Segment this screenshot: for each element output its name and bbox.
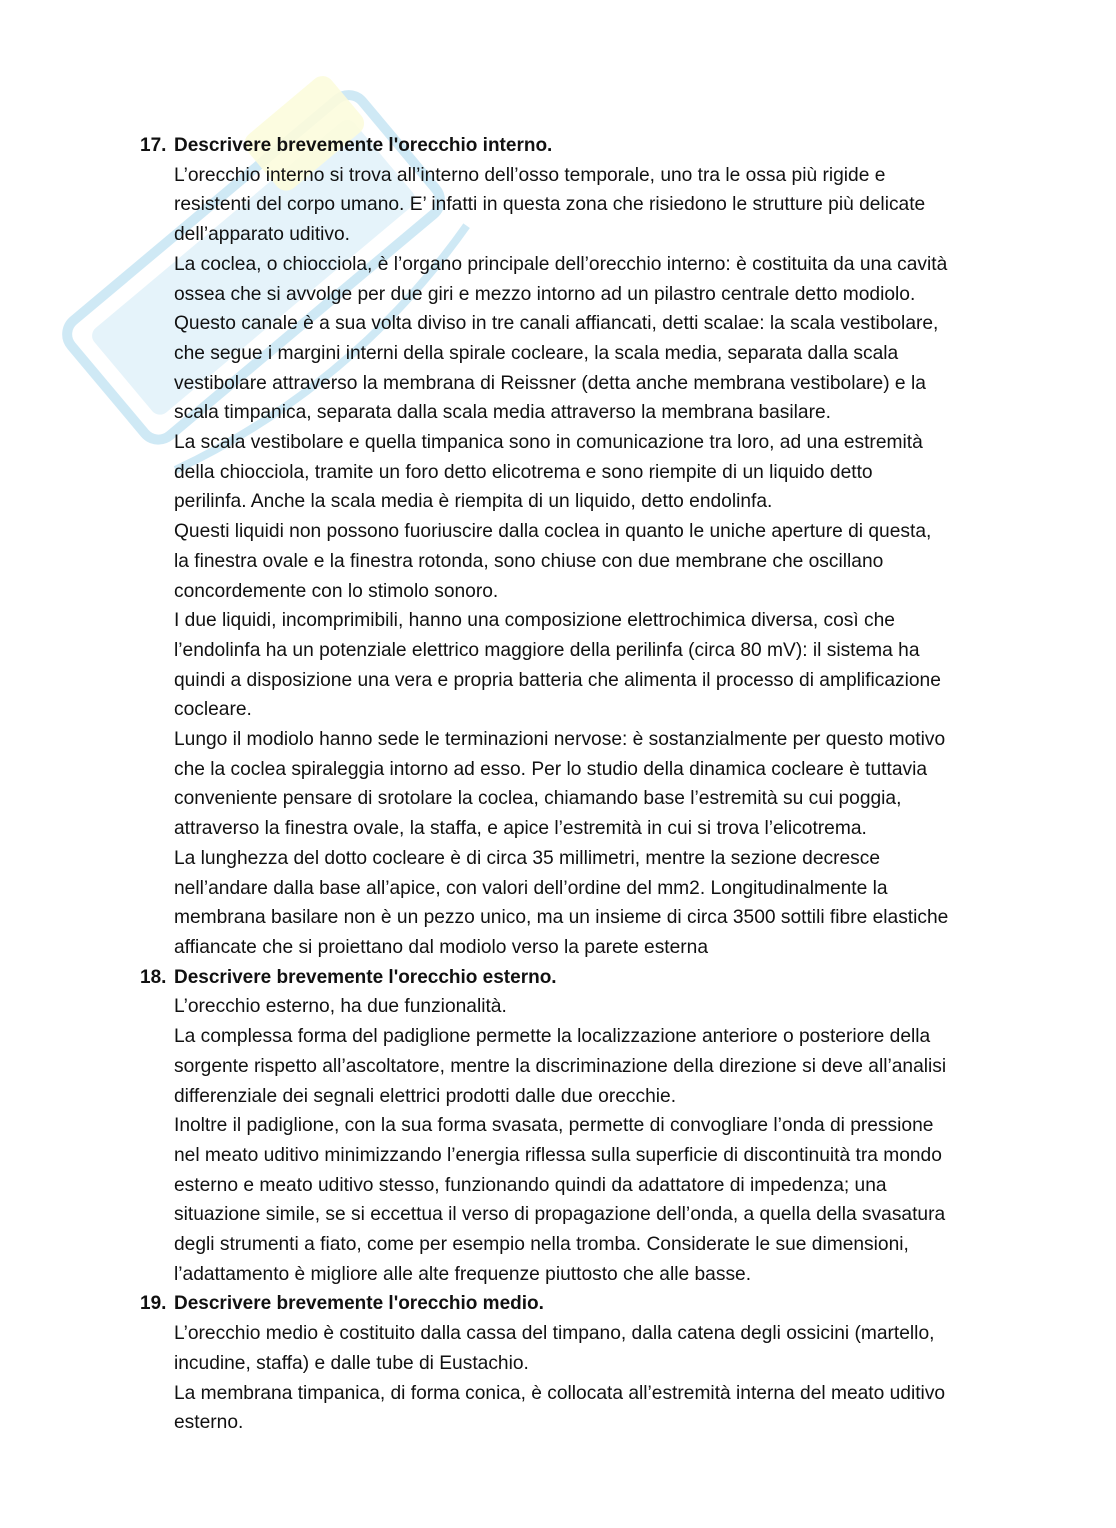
text-line: La lunghezza del dotto cocleare è di circa 35 millimetri, mentre la sezione decresce [174, 847, 881, 869]
question-section [140, 131, 1040, 963]
text-line: La complessa forma del padiglione permette la localizzazione anteriore o posteriore della [174, 1026, 931, 1048]
text-line: che la coclea spiraleggia intorno ad esso. Per lo studio della dinamica cocleare è tuttavia [174, 758, 928, 780]
text-line: nel meato uditivo minimizzando l’energia riflessa sulla superficie di discontinuità tra mondo [174, 1144, 942, 1166]
text-line: Inoltre il padiglione, con la sua forma svasata, permette di convogliare l’onda di pressione [174, 1115, 934, 1137]
answer-text [140, 161, 1040, 963]
question-section [140, 963, 1040, 1290]
text-line: La membrana timpanica, di forma conica, è collocata all’estremità interna del meato uditivo [174, 1382, 946, 1404]
text-line: vestibolare attraverso la membrana di Reissner (detta anche membrana vestibolare) e la [174, 372, 926, 394]
answer-text [140, 1319, 1040, 1438]
text-line: attraverso la finestra ovale, la staffa, e apice l’estremità in cui si trova l’elicotrema. [174, 818, 867, 840]
text-line: la finestra ovale e la finestra rotonda, sono chiuse con due membrane che oscillano [174, 550, 884, 572]
text-line: cocleare. [174, 699, 252, 721]
text-line: affiancate che si proiettano dal modiolo verso la parete esterna [174, 936, 709, 958]
text-line: quindi a disposizione una vera e propria batteria che alimenta il processo di amplificazione [174, 669, 941, 691]
text-line: l’adattamento è migliore alle alte frequenze piuttosto che alle basse. [174, 1263, 752, 1285]
question-title: Descrivere brevemente l'orecchio medio. [174, 1293, 544, 1315]
text-line: L’orecchio medio è costituito dalla cassa del timpano, dalla catena degli ossicini (martello, [174, 1323, 935, 1345]
text-line: nell’andare dalla base all’apice, con valori dell’ordine del mm2. Longitudinalmente la [174, 877, 888, 899]
text-line: che segue i margini interni della spirale cocleare, la scala media, separata dalla scala [174, 342, 899, 364]
text-line: esterno e meato uditivo stesso, funzionando quindi da adattatore di impedenza; una [174, 1174, 887, 1196]
text-line: Questi liquidi non possono fuoriuscire dalla coclea in quanto le uniche aperture di questa, [174, 521, 932, 543]
text-line: della chiocciola, tramite un foro detto elicotrema e sono riempite di un liquido detto [174, 461, 873, 483]
text-line: La coclea, o chiocciola, è l’organo principale dell’orecchio interno: è costituita da una cavità [174, 253, 948, 275]
text-line: La scala vestibolare e quella timpanica sono in comunicazione tra loro, ad una estremità [174, 432, 923, 454]
question-title: Descrivere brevemente l'orecchio interno. [174, 135, 553, 156]
question-number: 17. [140, 135, 167, 156]
text-line: incudine, staffa) e dalle tube di Eustachio. [174, 1352, 529, 1374]
text-line: Questo canale è a sua volta diviso in tre canali affiancati, detti scalae: la scala vestibolare, [174, 313, 939, 335]
answer-text [140, 992, 1040, 1289]
text-line: I due liquidi, incomprimibili, hanno una composizione elettrochimica diversa, così che [174, 610, 895, 632]
text-line: dell’apparato uditivo. [174, 224, 351, 246]
question-title: Descrivere brevemente l'orecchio esterno. [174, 966, 557, 988]
text-line: perilinfa. Anche la scala media è riempita di un liquido, detto endolinfa. [174, 491, 773, 513]
document-body [140, 131, 1040, 1438]
text-line: concordemente con lo stimolo sonoro. [174, 580, 499, 602]
text-line: degli strumenti a fiato, come per esempio nella tromba. Considerate le sue dimensioni, [174, 1234, 909, 1256]
text-line: ossea che si avvolge per due giri e mezzo intorno ad un pilastro centrale detto modiolo. [174, 283, 916, 305]
text-line: l’endolinfa ha un potenziale elettrico maggiore della perilinfa (circa 80 mV): il sistema ha [174, 639, 920, 661]
text-line: resistenti del corpo umano. E’ infatti in questa zona che risiedono le strutture più delicate [174, 194, 926, 216]
text-line: sorgente rispetto all’ascoltatore, mentre la discriminazione della direzione si deve all’analisi [174, 1055, 947, 1077]
question-number: 19. [140, 1293, 167, 1315]
text-line: L’orecchio esterno, ha due funzionalità. [174, 996, 507, 1018]
text-line: esterno. [174, 1412, 244, 1434]
text-line: conveniente pensare di srotolare la coclea, chiamando base l’estremità su cui poggia, [174, 788, 902, 810]
text-line: situazione simile, se si eccettua il verso di propagazione dell’onda, a quella della svasatura [174, 1204, 946, 1226]
question-heading [140, 1289, 1040, 1319]
question-section [140, 1289, 1040, 1438]
text-line: differenziale dei segnali elettrici prodotti dalle due orecchie. [174, 1085, 677, 1107]
question-heading [140, 131, 1040, 161]
question-number: 18. [140, 966, 167, 988]
text-line: L’orecchio interno si trova all’interno dell’osso temporale, uno tra le ossa più rigide e [174, 164, 886, 186]
text-line: Lungo il modiolo hanno sede le terminazioni nervose: è sostanzialmente per questo motivo [174, 729, 946, 751]
text-line: scala timpanica, separata dalla scala media attraverso la membrana basilare. [174, 402, 831, 424]
question-heading [140, 963, 1040, 993]
text-line: membrana basilare non è un pezzo unico, ma un insieme di circa 3500 sottili fibre elastiche [174, 907, 949, 929]
